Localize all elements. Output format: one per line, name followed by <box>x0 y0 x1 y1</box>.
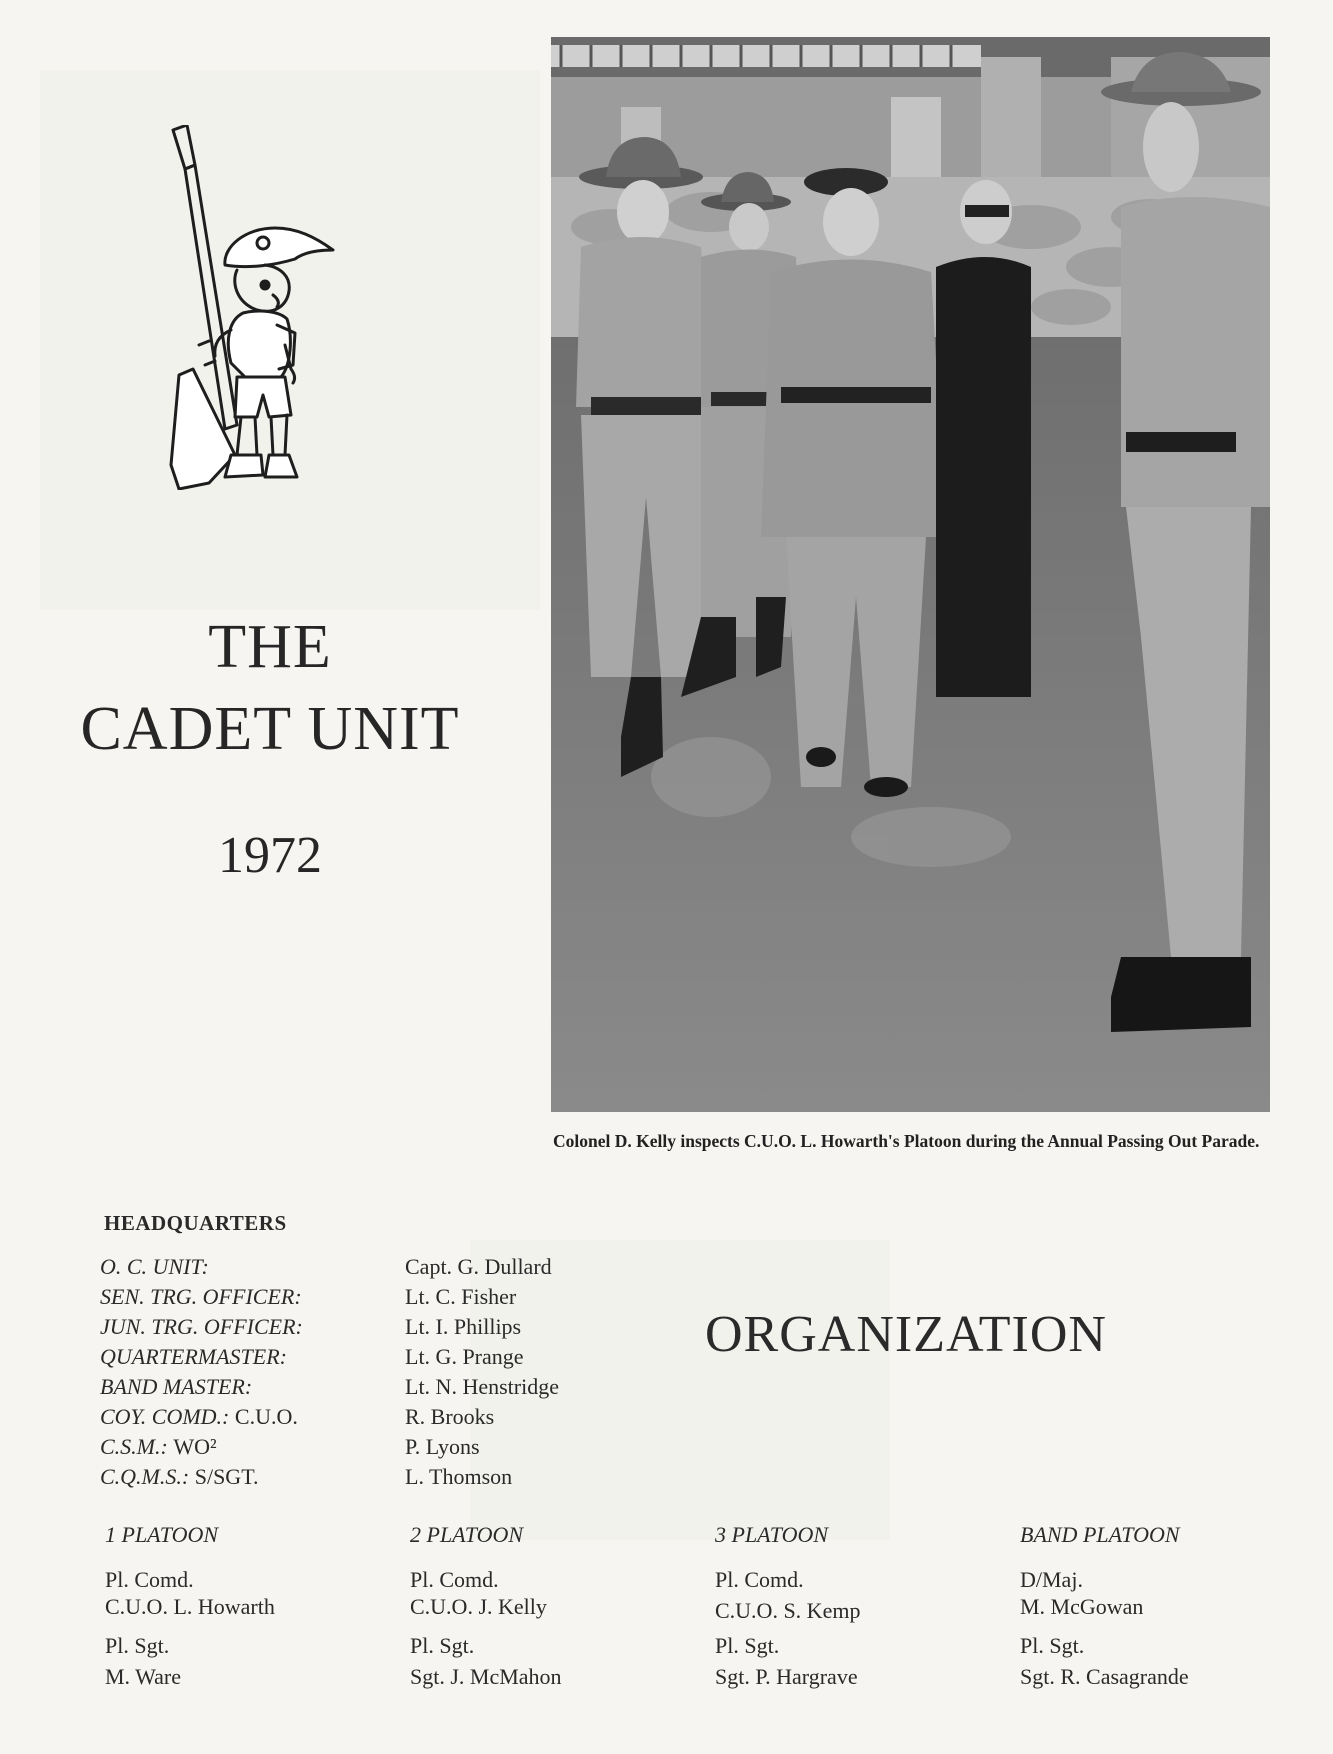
hq-name: Lt. I. Phillips <box>405 1314 522 1339</box>
platoon-comd-name: C.U.O. J. Kelly <box>410 1594 547 1619</box>
hq-role: C.S.M.: WO² <box>100 1434 217 1459</box>
hq-role: C.Q.M.S.: S/SGT. <box>100 1464 259 1489</box>
platoon-heading: 1 PLATOON <box>105 1522 219 1547</box>
hq-name: L. Thomson <box>405 1464 513 1489</box>
organization-heading: ORGANIZATION <box>705 1306 1107 1363</box>
platoon-sgt-label: Pl. Sgt. <box>410 1633 475 1658</box>
title-line-year: 1972 <box>218 827 322 884</box>
platoon-comd-name: C.U.O. L. Howarth <box>105 1594 275 1619</box>
platoon-comd-label: D/Maj. <box>1020 1567 1083 1592</box>
platoon-3 <box>715 1522 860 1690</box>
platoon-comd-label: Pl. Comd. <box>105 1567 194 1592</box>
hq-rank-suffix: S/SGT. <box>194 1464 259 1489</box>
hq-role: COY. COMD.: C.U.O. <box>100 1404 298 1429</box>
hq-role: SEN. TRG. OFFICER: <box>100 1284 302 1309</box>
hq-name: Capt. G. Dullard <box>405 1254 552 1279</box>
hq-name: P. Lyons <box>405 1434 480 1459</box>
platoon-sgt-label: Pl. Sgt. <box>105 1633 170 1658</box>
hq-role: O. C. UNIT: <box>100 1254 209 1279</box>
platoon-sgt-label: Pl. Sgt. <box>1020 1633 1085 1658</box>
hq-name: Lt. G. Prange <box>405 1344 524 1369</box>
platoon-sgt-label: Pl. Sgt. <box>715 1633 780 1658</box>
hq-rank-suffix: WO² <box>173 1434 217 1459</box>
photo-caption: Colonel D. Kelly inspects C.U.O. L. Howarth's Platoon during the Annual Passing Out Parade. <box>553 1131 1260 1151</box>
platoon-comd-name: M. McGowan <box>1020 1594 1144 1619</box>
headquarters-heading: HEADQUARTERS <box>104 1211 287 1235</box>
cadet-mascot-illustration <box>165 125 345 490</box>
band-platoon <box>1020 1522 1189 1690</box>
platoon-2 <box>410 1522 562 1690</box>
platoon-sgt-name: Sgt. J. McMahon <box>410 1664 562 1689</box>
platoon-heading: 3 PLATOON <box>715 1522 829 1547</box>
platoon-1 <box>105 1522 275 1690</box>
hq-name: Lt. C. Fisher <box>405 1284 517 1309</box>
hq-role: JUN. TRG. OFFICER: <box>100 1314 303 1339</box>
parade-photo <box>551 37 1270 1112</box>
hq-role: BAND MASTER: <box>100 1374 253 1399</box>
hq-role: QUARTERMASTER: <box>100 1344 287 1369</box>
platoon-heading: BAND PLATOON <box>1020 1522 1180 1547</box>
platoon-sgt-name: Sgt. R. Casagrande <box>1020 1664 1189 1689</box>
platoon-sgt-name: Sgt. P. Hargrave <box>715 1664 858 1689</box>
platoon-comd-name: C.U.O. S. Kemp <box>715 1598 861 1623</box>
hq-rank-suffix: C.U.O. <box>234 1404 298 1429</box>
title-line-the: THE <box>208 613 332 681</box>
platoon-sgt-name: M. Ware <box>105 1664 182 1689</box>
title-line-cadet-unit: CADET UNIT <box>80 695 460 763</box>
platoon-comd-label: Pl. Comd. <box>715 1567 804 1592</box>
platoon-heading: 2 PLATOON <box>410 1522 524 1547</box>
platoon-comd-label: Pl. Comd. <box>410 1567 499 1592</box>
hq-name: Lt. N. Henstridge <box>405 1374 559 1399</box>
parade-photo-drawing <box>551 37 1270 1112</box>
hq-name: R. Brooks <box>405 1404 495 1429</box>
